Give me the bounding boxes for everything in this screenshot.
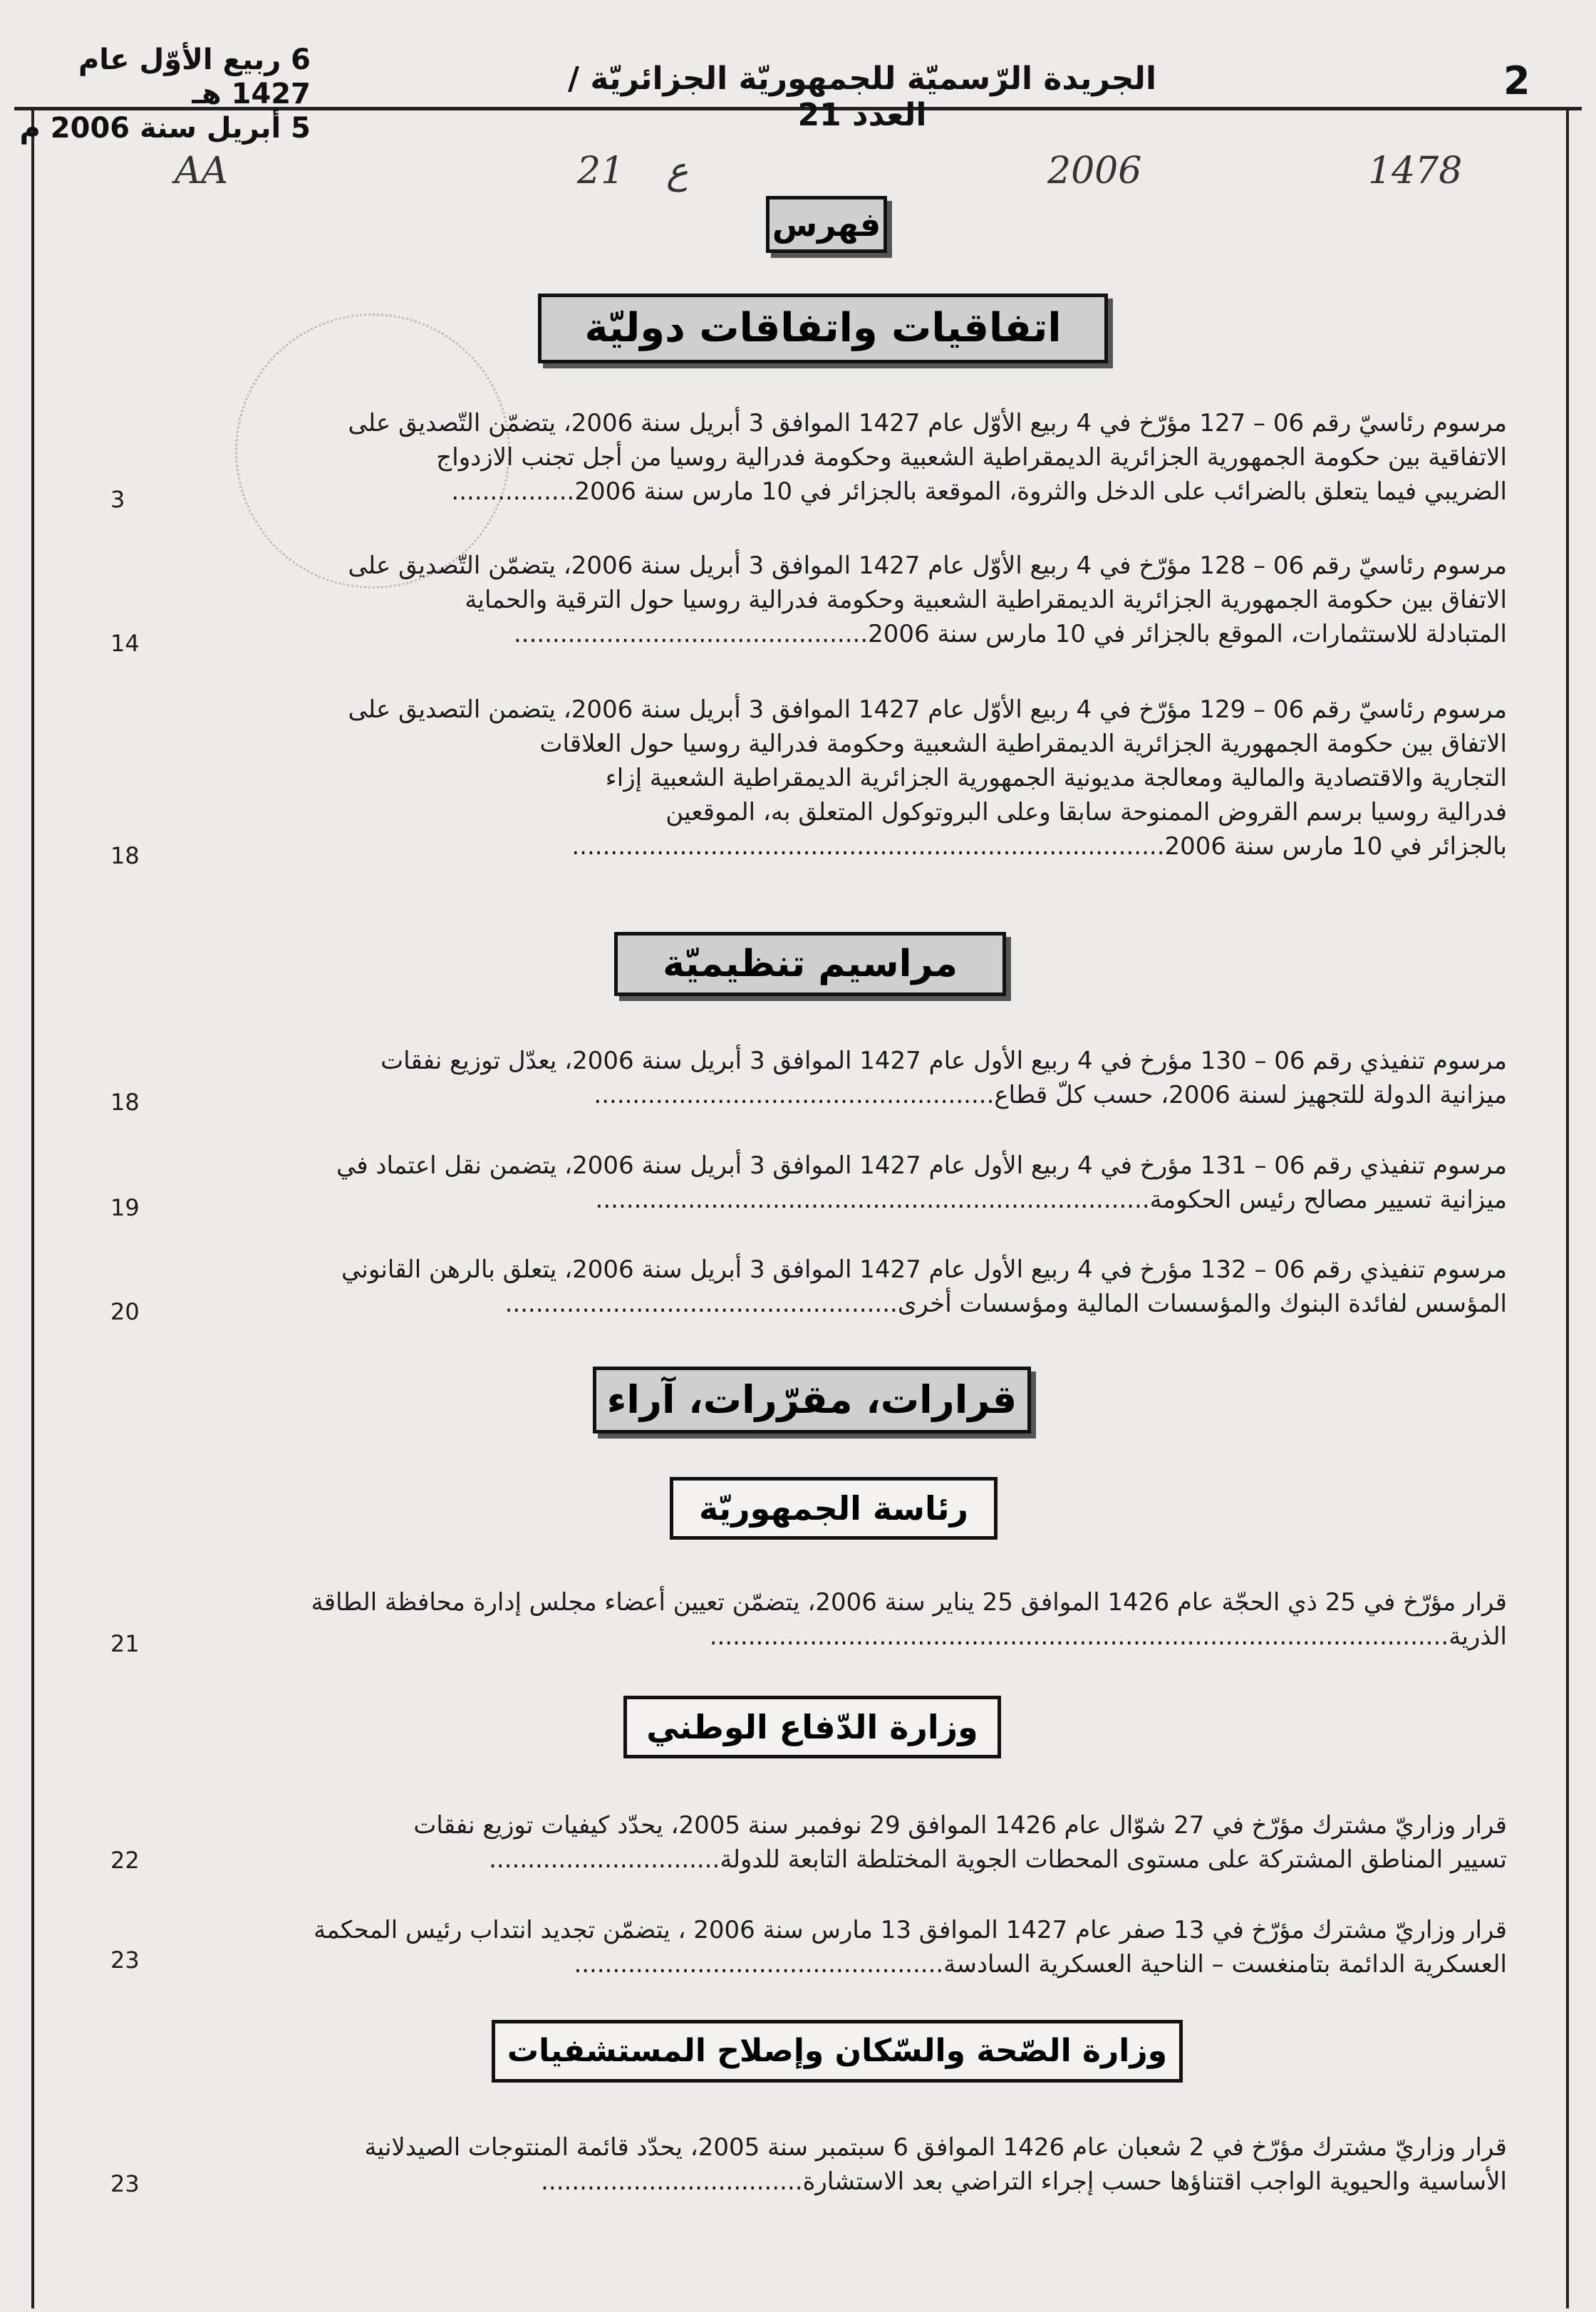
toc-entry [150, 1585, 1507, 1654]
entry-line: الاتفاقية بين حكومة الجمهورية الجزائرية الديمقراطية الشعبية وحكومة فدرالية روسيا من أجل تجنب الازدواج [436, 443, 1507, 472]
entry-line: الأساسية والحيوية الواجب اقتناؤها حسب إجراء التراضي بعد الاستشارة.................................. [541, 2167, 1507, 2196]
toc-entry [150, 1253, 1507, 1321]
entry-page-number: 18 [110, 1089, 140, 1116]
toc-entry [150, 1913, 1507, 1981]
entry-line: المتبادلة للاستثمارات، الموقع بالجزائر في 10 مارس سنة 2006.............................................. [513, 620, 1507, 648]
entry-line: قرار وزاريّ مشترك مؤرّخ في 27 شوّال عام 1426 الموافق 29 نوفمبر سنة 2005، يحدّد كيفيات توزيع نفقات [413, 1811, 1507, 1840]
entry-page-number: 14 [110, 630, 140, 657]
entry-line: المؤسس لفائدة البنوك والمؤسسات المالية ومؤسسات أخرى................................................... [504, 1290, 1507, 1318]
entry-page-number: 18 [110, 842, 140, 869]
toc-entry [150, 2130, 1507, 2199]
entry-page-number: 3 [110, 486, 125, 513]
entry-line: قرار مؤرّخ في 25 ذي الحجّة عام 1426 الموافق 25 يناير سنة 2006، يتضمّن تعيين أعضاء مجلس إدارة محافظة الطاقة [311, 1588, 1507, 1617]
entry-line: بالجزائر في 10 مارس سنة 2006............................................................................. [571, 832, 1507, 861]
date-hijri: 6 ربيع الأوّل عام 1427 هـ [78, 43, 311, 110]
entry-page-number: 23 [110, 2170, 140, 2197]
issue-date [11, 43, 311, 145]
entry-page-number: 21 [110, 1630, 140, 1657]
entry-line: مرسوم تنفيذي رقم 06 – 131 مؤرخ في 4 ربيع الأول عام 1427 الموافق 3 أبريل سنة 2006، يتضمن نقل اعتماد في [336, 1151, 1507, 1180]
page-number: 2 [1503, 58, 1530, 103]
handwritten-note-left: AA [175, 150, 229, 192]
toc-entry [150, 406, 1507, 509]
entry-line: ميزانية تسيير مصالح رئيس الحكومة........................................................................ [595, 1186, 1507, 1214]
entry-line: الاتفاق بين حكومة الجمهورية الجزائرية الديمقراطية الشعبية وحكومة فدرالية روسيا حول الترقية والحماية [465, 586, 1507, 614]
entry-line: قرار وزاريّ مشترك مؤرّخ في 13 صفر عام 1427 الموافق 13 مارس سنة 2006 ، يتضمّن تجديد انتداب رئيس المحكمة [314, 1916, 1507, 1944]
entry-line: مرسوم رئاسيّ رقم 06 – 128 مؤرّخ في 4 ربيع الأوّل عام 1427 الموافق 3 أبريل سنة 2006، يتضمّن التّصديق على [348, 551, 1507, 580]
handwritten-note-21: 21 [577, 150, 625, 192]
entry-line: فدرالية روسيا برسم القروض الممنوحة سابقا وعلى البروتوكول المتعلق به، الموقعين [665, 798, 1507, 826]
entry-line: مرسوم رئاسيّ رقم 06 – 127 مؤرّخ في 4 ربيع الأوّل عام 1427 الموافق 3 أبريل سنة 2006، يتضمّن التّصديق على [348, 409, 1507, 437]
entry-line: الذرية................................................................................................ [709, 1622, 1507, 1651]
toc-entry [150, 1808, 1507, 1877]
toc-entry [150, 549, 1507, 651]
heading-presidency: رئاسة الجمهوريّة [670, 1477, 998, 1540]
entry-line: مرسوم تنفيذي رقم 06 – 132 مؤرخ في 4 ربيع الأول عام 1427 الموافق 3 أبريل سنة 2006، يتعلق بالرهن القانوني [341, 1255, 1507, 1284]
toc-entry [150, 1149, 1507, 1217]
entry-line: مرسوم رئاسيّ رقم 06 – 129 مؤرّخ في 4 ربيع الأوّل عام 1427 الموافق 3 أبريل سنة 2006، يتضمن التصديق على [348, 695, 1507, 724]
entry-page-number: 22 [110, 1847, 140, 1874]
entry-line: العسكرية الدائمة بتامنغست – الناحية العسكرية السادسة................................................ [574, 1950, 1507, 1979]
heading-ministry-of-defense: وزارة الدّفاع الوطني [623, 1696, 1001, 1758]
entry-line: مرسوم تنفيذي رقم 06 – 130 مؤرخ في 4 ربيع الأول عام 1427 الموافق 3 أبريل سنة 2006، يعدّل توزيع نفقات [380, 1047, 1507, 1075]
entry-page-number: 19 [110, 1194, 140, 1221]
heading-international-agreements: اتفاقيات واتفاقات دوليّة [538, 294, 1108, 363]
entry-line: تسيير المناطق المشتركة على مستوى المحطات الجوية المختلطة التابعة للدولة.............................. [489, 1845, 1507, 1874]
handwritten-note-ain: ع [666, 150, 689, 192]
toc-entry [150, 1044, 1507, 1112]
entry-line: الاتفاق بين حكومة الجمهورية الجزائرية الديمقراطية الشعبية وحكومة فدرالية روسيا حول العلاقات [539, 730, 1507, 758]
heading-decisions: قرارات، مقرّرات، آراء [593, 1367, 1031, 1434]
handwritten-note-right: 1478 [1368, 150, 1463, 192]
entry-page-number: 20 [110, 1298, 140, 1325]
handwritten-note-year: 2006 [1047, 150, 1142, 192]
date-gregorian: 5 أبريل سنة 2006 م [19, 112, 311, 145]
heading-executive-decrees: مراسيم تنظيميّة [614, 932, 1006, 996]
entry-line: قرار وزاريّ مشترك مؤرّخ في 2 شعبان عام 1426 الموافق 6 سبتمبر سنة 2005، يحدّد قائمة المنتوجات الصيدلانية [364, 2133, 1507, 2162]
entry-page-number: 23 [110, 1946, 140, 1974]
toc-entry [150, 693, 1507, 864]
entry-line: التجارية والاقتصادية والمالية ومعالجة مديونية الجمهورية الجزائرية الديمقراطية الشعبية إزاء [605, 764, 1507, 792]
heading-index: فهرس [766, 196, 887, 253]
entry-line: ميزانية الدولة للتجهيز لسنة 2006، حسب كلّ قطاع.................................................... [594, 1081, 1507, 1109]
entry-line: الضريبي فيما يتعلق بالضرائب على الدخل والثروة، الموقعة بالجزائر في 10 مارس سنة 2006................ [451, 477, 1507, 506]
gazette-title: الجريدة الرّسميّة للجمهوريّة الجزائريّة / العدد 21 [567, 61, 1157, 133]
heading-ministry-of-health: وزارة الصّحة والسّكان وإصلاح المستشفيات [492, 2020, 1183, 2083]
